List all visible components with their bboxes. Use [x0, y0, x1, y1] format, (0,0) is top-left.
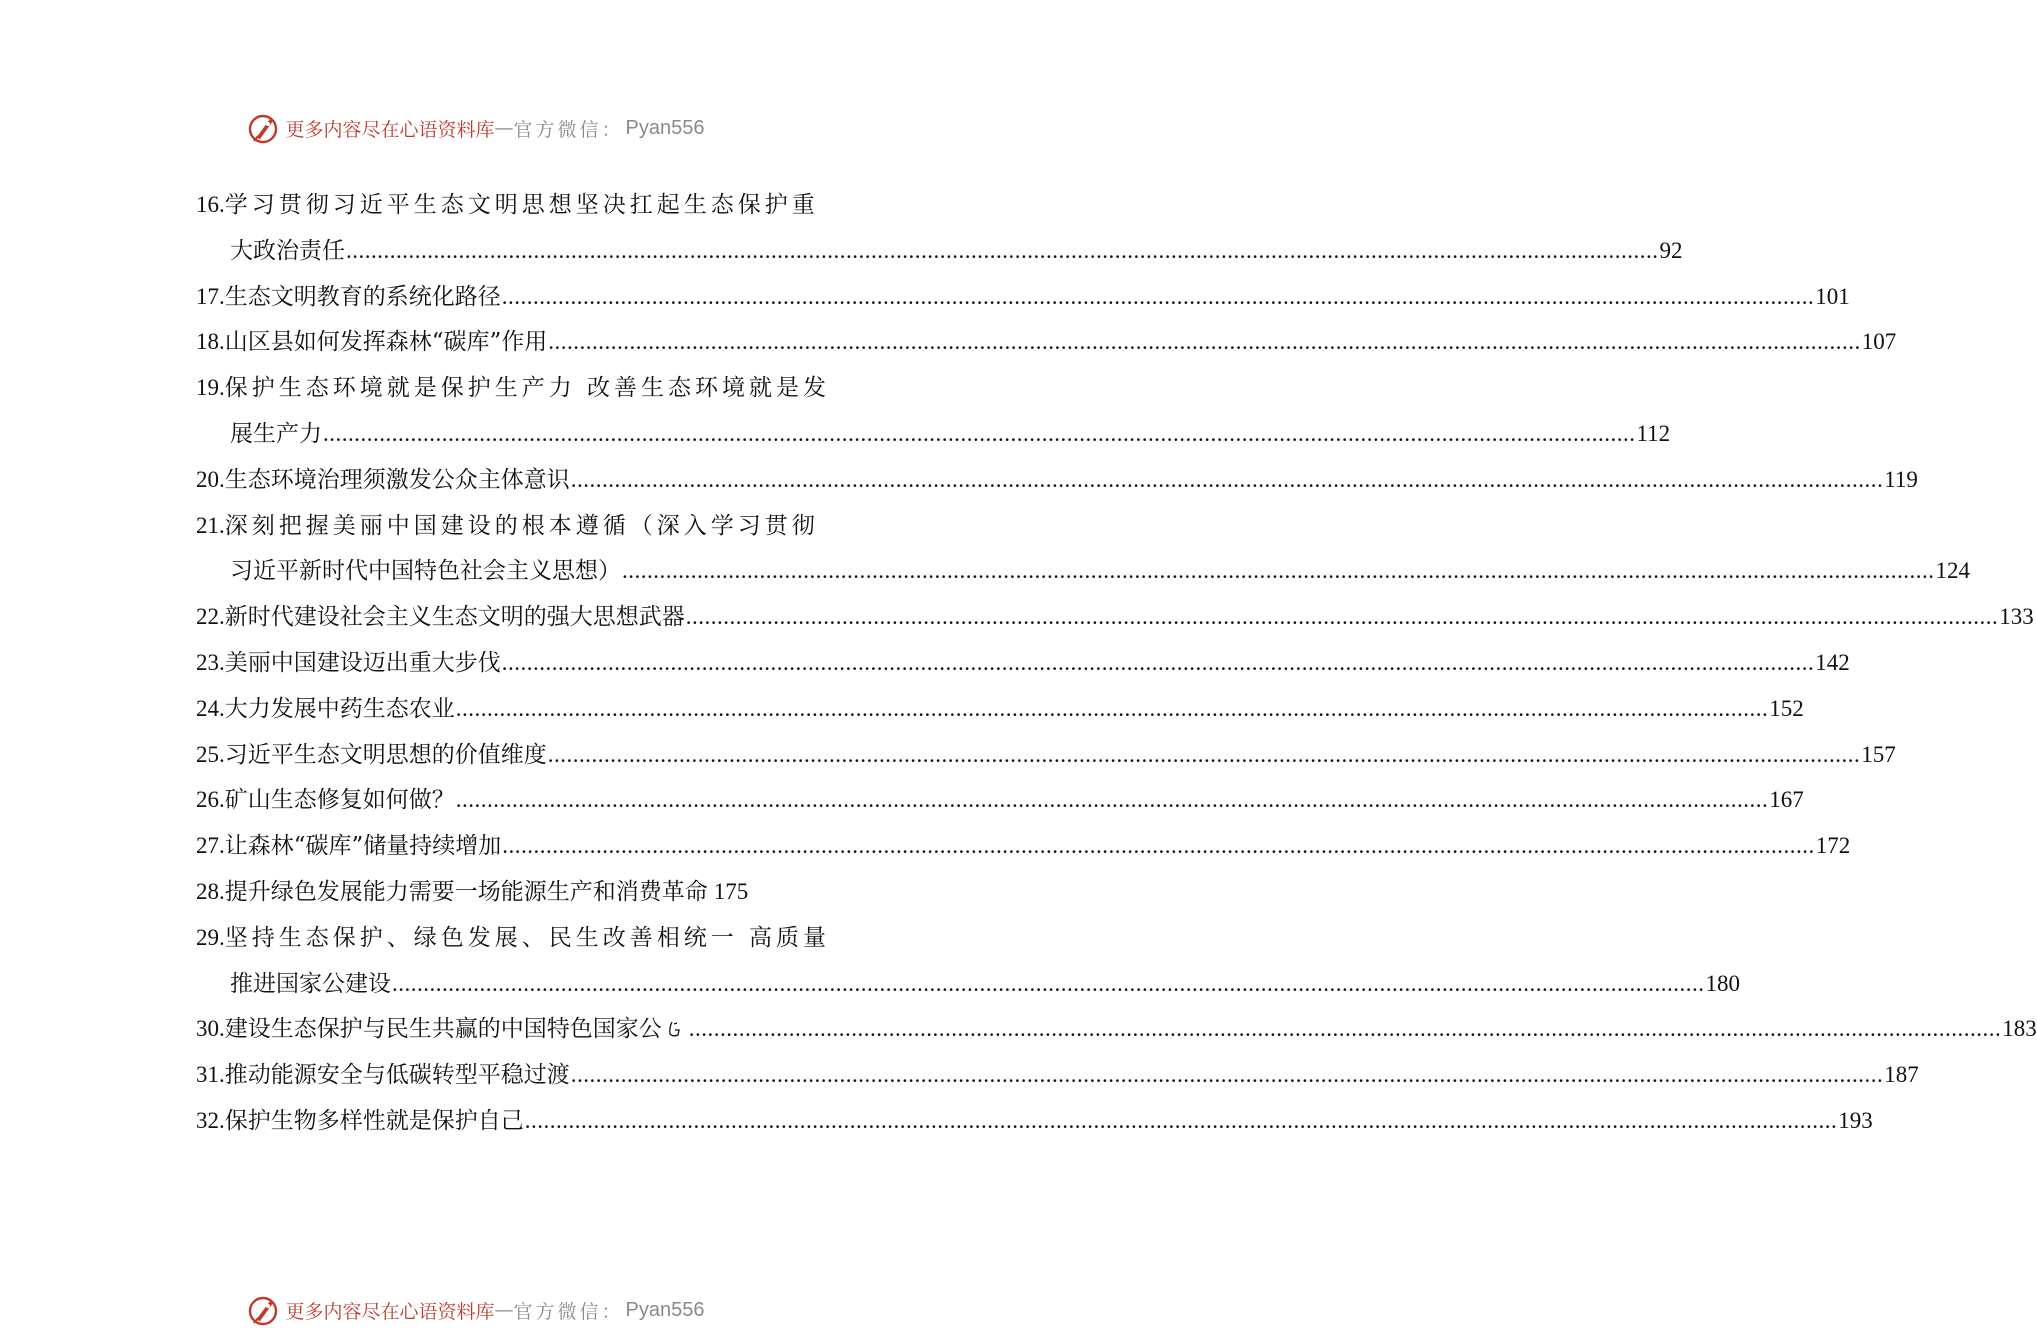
toc-entry-16-cont[interactable] [196, 228, 1683, 274]
toc-number: 30. [196, 1016, 225, 1042]
toc-entry-25[interactable] [196, 732, 1896, 778]
wechat-id: Pyan556 [625, 116, 705, 139]
toc-page-number: 157 [1861, 741, 1896, 767]
toc-title: 大力发展中药生态农业 [224, 695, 455, 722]
toc-title: 习近平生态文明思想的价值维度 [224, 741, 547, 768]
toc-leader [689, 1006, 2002, 1052]
toc-number: 25. [196, 741, 225, 767]
toc-page-number: 124 [1935, 558, 1970, 584]
brand-text: 更多内容尽在心语资料库 [285, 118, 495, 141]
toc-entry-27[interactable] [196, 823, 1851, 869]
toc-entry-31[interactable] [196, 1052, 1919, 1098]
toc-leader [686, 594, 1999, 640]
toc-title: 提升绿色发展能力需要一场能源生产和消费革命 [224, 878, 708, 905]
toc-title: 推进国家公建设 [230, 970, 391, 997]
quill-logo-icon [246, 111, 280, 145]
toc-title: 让森林“碳库”储量持续增加 [224, 833, 502, 860]
toc-entry-20[interactable] [196, 457, 1918, 503]
toc-page-number: 152 [1769, 695, 1804, 721]
toc-entry-32[interactable] [196, 1098, 1873, 1144]
toc-number: 27. [196, 833, 225, 859]
toc-entry-30[interactable] [196, 1006, 2037, 1052]
toc-number: 32. [196, 1107, 225, 1133]
toc-number: 21. [196, 512, 225, 538]
toc-number: 24. [196, 695, 225, 721]
toc-leader [525, 1098, 1838, 1144]
toc-entry-19-cont[interactable] [196, 411, 1671, 457]
toc-page-number: 119 [1884, 466, 1918, 492]
wechat-label: 官方微信： [513, 1300, 624, 1323]
toc-number: 16. [196, 192, 225, 217]
toc-title: 展生产力 [230, 420, 322, 447]
toc-entry-23[interactable] [196, 640, 1850, 686]
toc-entry-18[interactable] [196, 319, 1897, 365]
toc-title: 美丽中国建设迈出重大步伐 [224, 649, 501, 676]
toc-leader [502, 823, 1815, 869]
toc-leader [622, 548, 1935, 594]
toc-page-number: 112 [1636, 420, 1671, 446]
toc-number: 20. [196, 466, 225, 492]
toc-entry-29[interactable] [196, 915, 831, 961]
toc-title: 生态环境治理须激发公众主体意识 [224, 466, 570, 493]
toc-entry-26[interactable] [196, 777, 1804, 823]
toc-number: 23. [196, 649, 225, 675]
toc-title: 习近平新时代中国特色社会主义思想） [230, 558, 621, 585]
broken-glyph-icon [664, 1018, 686, 1040]
toc-number: 18. [196, 329, 225, 355]
toc-title: 坚持生态保护、绿色发展、民生改善相统一 高质量 [224, 924, 831, 951]
wechat-label: 官方微信： [513, 118, 624, 141]
toc-leader [456, 686, 1769, 732]
toc-title: 深刻把握美丽中国建设的根本遵循（深入学习贯彻 [224, 512, 819, 539]
toc-entry-21-cont[interactable] [196, 548, 1970, 594]
page-footer [0, 1290, 950, 1330]
toc-entry-21[interactable] [196, 503, 819, 549]
brand-dash: — [494, 117, 514, 139]
toc-leader [502, 640, 1815, 686]
toc-page-number: 142 [1815, 649, 1850, 675]
toc-leader [571, 457, 1884, 503]
toc-title: 生态文明教育的系统化路径 [224, 283, 501, 310]
toc-number: 26. [196, 787, 225, 813]
brand-dash: — [494, 1299, 514, 1321]
toc-entry-22[interactable] [196, 594, 2034, 640]
toc-page-number: 107 [1861, 329, 1897, 355]
toc-leader [456, 777, 1769, 823]
toc-number: 29. [196, 924, 225, 950]
table-of-contents [196, 182, 2037, 1144]
quill-logo-icon [246, 1293, 280, 1327]
toc-entry-29-cont[interactable] [196, 961, 1740, 1007]
toc-title: 山区县如何发挥森林“碳库”作用 [224, 329, 548, 356]
toc-number: 19. [196, 375, 225, 401]
toc-page-number: 101 [1815, 283, 1850, 309]
toc-page-number: 187 [1884, 1062, 1919, 1088]
toc-leader [323, 411, 1636, 457]
toc-page-number: 175 [713, 878, 749, 904]
toc-entry-17[interactable] [196, 274, 1850, 320]
toc-page-number: 133 [1999, 604, 2034, 630]
toc-title: 学习贯彻习近平生态文明思想坚决扛起生态保护重 [224, 192, 819, 218]
toc-entry-19[interactable] [196, 365, 831, 411]
toc-page-number: 183 [2002, 1016, 2037, 1042]
toc-title: 大政治责任 [230, 237, 345, 264]
toc-leader [571, 1052, 1884, 1098]
toc-number: 17. [196, 283, 225, 309]
toc-page-number: 180 [1705, 970, 1740, 996]
toc-leader [392, 961, 1705, 1007]
toc-page-number: 92 [1659, 237, 1683, 263]
toc-page-number: 167 [1769, 787, 1804, 813]
toc-title: 建设生态保护与民生共赢的中国特色国家公 [224, 1016, 662, 1043]
toc-leader [548, 732, 1861, 778]
toc-number: 31. [196, 1062, 225, 1088]
page-header [0, 108, 950, 148]
toc-leader [548, 319, 1861, 365]
toc-leader [502, 274, 1815, 320]
toc-entry-28[interactable] [196, 869, 808, 915]
toc-title: 保护生态环境就是保护生产力 改善生态环境就是发 [224, 375, 831, 402]
wechat-id: Pyan556 [625, 1298, 705, 1321]
toc-entry-16[interactable] [196, 182, 819, 228]
toc-number: 22. [196, 604, 225, 630]
toc-entry-24[interactable] [196, 686, 1804, 732]
toc-page-number: 193 [1838, 1107, 1873, 1133]
brand-text: 更多内容尽在心语资料库 [285, 1300, 495, 1323]
toc-number: 28. [196, 878, 225, 904]
toc-title: 矿山生态修复如何做？ [224, 787, 455, 814]
toc-leader [346, 228, 1659, 274]
toc-page-number: 172 [1815, 833, 1851, 859]
toc-title: 保护生物多样性就是保护自己 [224, 1107, 524, 1134]
toc-title: 推动能源安全与低碳转型平稳过渡 [224, 1062, 570, 1089]
toc-title: 新时代建设社会主义生态文明的强大思想武器 [224, 604, 685, 631]
